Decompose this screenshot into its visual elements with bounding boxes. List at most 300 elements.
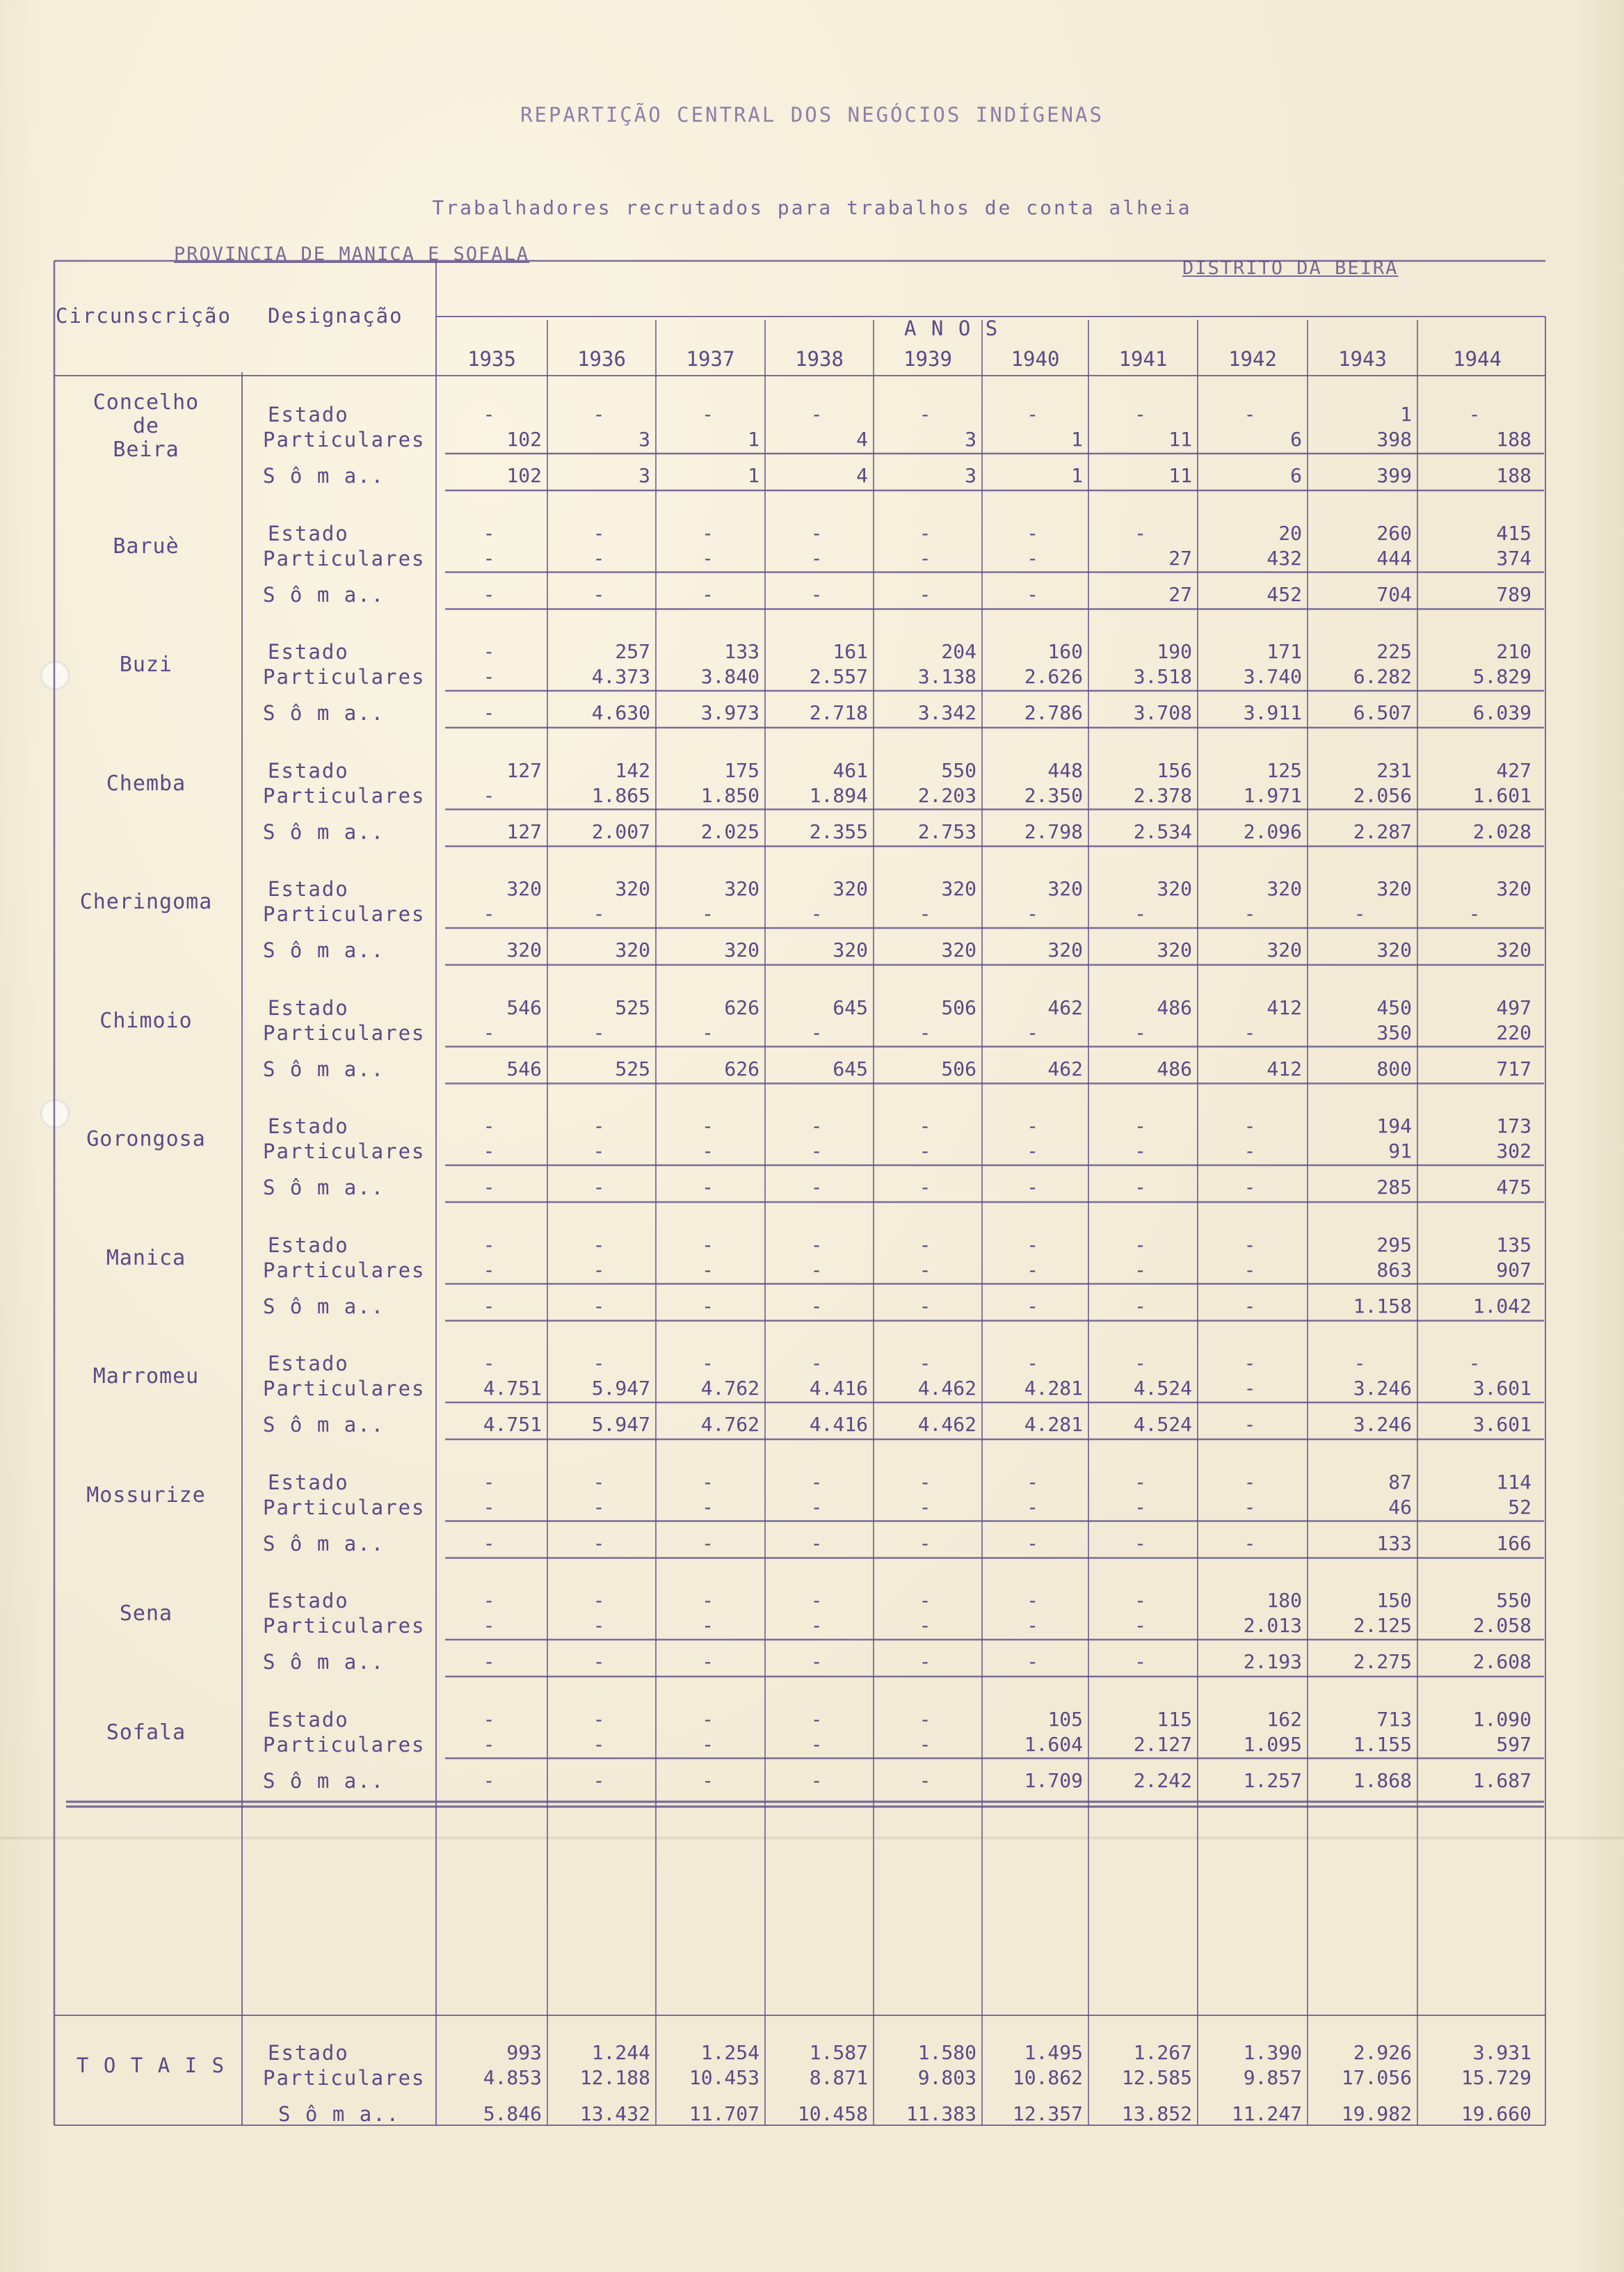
soma-value: - [1134,1176,1146,1199]
estado-value: - [702,403,714,426]
label-soma: S ô m a.. [263,1176,385,1199]
estado-value: - [1027,403,1038,426]
particulares-value: 3.518 [1133,665,1192,688]
estado-value: - [1027,1114,1038,1137]
estado-value: - [593,403,605,426]
estado-value: - [1353,1352,1366,1375]
year-header: 1935 [467,347,516,371]
particulares-value: - [1027,1258,1038,1281]
estado-value: 142 [615,758,650,782]
label-particulares: Particulares [263,1495,426,1519]
particulares-value: - [483,1495,495,1519]
particulares-value: 597 [1496,1732,1531,1756]
year-header: 1940 [1011,347,1060,371]
estado-value: - [702,1233,714,1256]
particulares-value: - [919,1021,931,1044]
total-soma-value: 12.357 [1012,2102,1083,2125]
soma-value: 6.039 [1472,701,1531,724]
estado-value: - [919,1470,931,1494]
year-header: 1938 [795,347,844,371]
particulares-value: 4.373 [591,665,650,688]
province-label: PROVINCIA DE MANICA E SOFALA [174,243,530,265]
particulares-value: 2.626 [1024,665,1083,688]
col-header-anos: A N O S [904,317,999,340]
circunscricao-name: Beira [113,438,179,462]
particulares-value: - [593,1732,605,1756]
estado-value: 204 [941,640,976,663]
soma-value: 320 [941,938,976,961]
particulares-value: - [702,1614,714,1637]
total-particulares-value: 17.056 [1341,2066,1412,2089]
label-particulares: Particulares [263,783,426,808]
particulares-value: - [1353,902,1366,925]
estado-value: - [1134,521,1146,545]
estado-value: 320 [1496,877,1531,900]
particulares-value: - [919,1614,931,1637]
year-header: 1944 [1453,347,1502,371]
particulares-value: 3 [965,428,976,451]
label-soma: S ô m a.. [263,938,385,962]
estado-value: 160 [1047,640,1083,663]
soma-value: 3.911 [1243,701,1302,724]
total-estado-value: 993 [506,2041,542,2064]
soma-value: - [810,1531,823,1555]
particulares-value: - [593,1258,605,1281]
circunscricao-name: Manica [106,1245,186,1270]
soma-value: 320 [1496,938,1531,961]
particulares-value: 1.095 [1243,1732,1302,1756]
estado-value: - [1134,1470,1146,1494]
label-particulares: Particulares [263,902,426,926]
estado-value: - [593,1114,605,1137]
year-header: 1941 [1118,347,1168,371]
soma-value: - [810,1768,823,1792]
soma-value: - [593,1531,605,1555]
estado-value: 115 [1157,1707,1192,1731]
label-estado: Estado [268,758,349,783]
particulares-value: 1 [748,428,759,451]
particulares-value: - [810,1139,823,1162]
particulares-value: - [810,1021,823,1044]
estado-value: - [1244,1470,1256,1494]
estado-value: 162 [1267,1707,1302,1731]
estado-value: - [1244,1114,1256,1137]
particulares-value: - [483,1614,495,1637]
estado-value: - [593,1707,605,1731]
soma-value: 3.973 [700,701,759,724]
estado-value: - [483,1707,495,1731]
soma-value: 2.275 [1353,1650,1412,1673]
particulares-value: - [1027,902,1038,925]
particulares-value: 4 [856,428,868,451]
estado-value: - [702,1352,714,1375]
soma-value: 3 [965,464,976,487]
soma-value: 2.287 [1353,819,1412,843]
estado-value: - [483,521,495,545]
particulares-value: 2.058 [1472,1614,1531,1637]
soma-value: 800 [1376,1057,1412,1080]
soma-value: - [810,1176,823,1199]
total-particulares-value: 9.857 [1243,2066,1302,2089]
particulares-value: 432 [1267,546,1302,570]
label-soma: S ô m a.. [263,1413,385,1437]
estado-value: 133 [724,640,759,663]
particulares-value: 1.850 [700,783,759,807]
particulares-value: - [483,1139,495,1162]
particulares-value: 2.125 [1353,1614,1412,1637]
estado-value: 461 [833,758,868,782]
estado-value: - [702,1114,714,1137]
soma-value: 1 [748,464,759,487]
estado-value: 20 [1278,521,1302,545]
particulares-value: - [702,1495,714,1519]
estado-value: 175 [724,758,759,782]
estado-value: - [810,1707,823,1731]
total-estado-value: 1.390 [1243,2041,1302,2064]
soma-value: 4.762 [700,1413,759,1436]
circunscricao-name: Chemba [106,771,186,796]
soma-value: 2.096 [1243,819,1302,843]
particulares-value: - [593,546,605,570]
particulares-value: - [1027,1139,1038,1162]
total-particulares-value: 8.871 [809,2066,868,2089]
estado-value: - [1468,403,1481,426]
estado-value: - [810,1589,823,1612]
particulares-value: - [593,1614,605,1637]
estado-value: 173 [1496,1114,1531,1137]
estado-value: 260 [1376,521,1412,545]
soma-value: 2.007 [591,819,650,843]
particulares-value: - [1244,1139,1256,1162]
label-soma: S ô m a.. [263,1650,385,1674]
soma-value: 6 [1290,464,1302,487]
soma-value: - [1244,1176,1256,1199]
estado-value: 1 [1400,403,1412,426]
year-header: 1937 [686,347,735,371]
estado-value: 546 [506,995,542,1019]
particulares-value: 3.601 [1472,1377,1531,1400]
particulares-value: - [919,1258,931,1281]
particulares-value: - [1134,1021,1146,1044]
particulares-value: 27 [1168,546,1192,570]
estado-value: 713 [1376,1707,1412,1731]
particulares-value: - [1244,1021,1256,1044]
circunscricao-name: Chimoio [99,1008,193,1033]
soma-value: - [483,1650,495,1673]
particulares-value: - [483,1732,495,1756]
estado-value: - [1468,1352,1481,1375]
soma-value: 4.462 [917,1413,976,1436]
soma-value: - [1244,1294,1256,1318]
estado-value: - [919,1707,931,1731]
estado-value: - [1027,1589,1038,1612]
circunscricao-name: Baruè [113,534,179,559]
label-soma-total: S ô m a.. [278,2102,401,2126]
total-estado-value: 1.254 [700,2041,759,2064]
particulares-value: - [1244,1377,1256,1400]
label-particulares: Particulares [263,665,426,689]
estado-value: 427 [1496,758,1531,782]
soma-value: - [810,582,823,606]
soma-value: - [1027,1176,1038,1199]
estado-value: - [919,1233,931,1256]
particulares-value: 2.013 [1243,1614,1302,1637]
estado-value: 320 [941,877,976,900]
label-particulares: Particulares [263,1021,426,1045]
estado-value: - [919,403,931,426]
total-estado-value: 1.580 [917,2041,976,2064]
estado-value: 525 [615,995,650,1019]
estado-value: 550 [941,758,976,782]
soma-value: - [702,1650,714,1673]
particulares-value: 1.604 [1024,1732,1083,1756]
soma-value: - [1244,1413,1256,1436]
circunscricao-name: Mossurize [86,1482,206,1507]
soma-value: - [593,1294,605,1318]
estado-value: - [1244,1352,1256,1375]
particulares-value: - [702,1258,714,1281]
particulares-value: 91 [1388,1139,1412,1162]
total-soma-value: 19.982 [1341,2102,1412,2125]
particulares-value: 4.462 [917,1377,976,1400]
soma-value: 320 [833,938,868,961]
label-estado: Estado [268,1114,349,1138]
particulares-value: 1.155 [1353,1732,1412,1756]
estado-value: - [1134,1589,1146,1612]
particulares-value: - [1027,1614,1038,1637]
particulares-value: 3.246 [1353,1377,1412,1400]
particulares-value: 2.378 [1133,783,1192,807]
estado-value: 486 [1157,995,1192,1019]
soma-value: 320 [506,938,542,961]
soma-value: 127 [506,819,542,843]
estado-value: 1.090 [1472,1707,1531,1731]
particulares-value: 350 [1376,1021,1412,1044]
soma-value: 2.242 [1133,1768,1192,1792]
estado-value: - [1027,1470,1038,1494]
particulares-value: - [810,546,823,570]
label-particulares: Particulares [263,1139,426,1163]
estado-value: 320 [1047,877,1083,900]
particulares-value: - [483,1021,495,1044]
label-estado: Estado [268,995,349,1020]
particulares-value: 398 [1376,428,1412,451]
soma-value: 3.342 [917,701,976,724]
soma-value: 2.534 [1133,819,1192,843]
year-header: 1942 [1228,347,1277,371]
soma-value: 2.608 [1472,1650,1531,1673]
total-estado-value: 1.244 [591,2041,650,2064]
particulares-value: 863 [1376,1258,1412,1281]
estado-value: 225 [1376,640,1412,663]
soma-value: 486 [1157,1057,1192,1080]
soma-value: 626 [724,1057,759,1080]
soma-value: 27 [1168,582,1192,606]
soma-value: 789 [1496,582,1531,606]
label-estado: Estado [268,1589,349,1613]
particulares-value: - [483,546,495,570]
soma-value: 320 [615,938,650,961]
particulares-value: - [810,1495,823,1519]
estado-value: - [919,521,931,545]
soma-value: 452 [1267,582,1302,606]
soma-value: - [483,1768,495,1792]
estado-value: 190 [1157,640,1192,663]
soma-value: 133 [1376,1531,1412,1555]
circunscricao-name: Concelho [93,390,200,415]
soma-value: 412 [1267,1057,1302,1080]
estado-value: - [919,1114,931,1137]
particulares-value: 3.138 [917,665,976,688]
particulares-value: 188 [1496,428,1531,451]
estado-value: 320 [833,877,868,900]
estado-value: 645 [833,995,868,1019]
estado-value: - [1027,521,1038,545]
particulares-value: 6.282 [1353,665,1412,688]
soma-value: 546 [506,1057,542,1080]
estado-value: - [593,521,605,545]
soma-value: 166 [1496,1531,1531,1555]
estado-value: - [810,1470,823,1494]
soma-value: 462 [1047,1057,1083,1080]
soma-value: 4.524 [1133,1413,1192,1436]
soma-value: 3 [638,464,650,487]
particulares-value: - [1244,1495,1256,1519]
estado-value: - [483,1470,495,1494]
office-title: REPARTIÇÃO CENTRAL DOS NEGÓCIOS INDÍGENAS [520,103,1104,127]
soma-value: 2.193 [1243,1650,1302,1673]
total-estado-value: 1.267 [1133,2041,1192,2064]
particulares-value: 2.056 [1353,783,1412,807]
soma-value: 717 [1496,1057,1531,1080]
particulares-value: 2.203 [917,783,976,807]
particulares-value: - [919,1732,931,1756]
particulares-value: - [593,1021,605,1044]
soma-value: 3.601 [1472,1413,1531,1436]
soma-value: 2.355 [809,819,868,843]
soma-value: - [1027,582,1038,606]
particulares-value: - [919,1139,931,1162]
estado-value: - [702,521,714,545]
particulares-value: 4.762 [700,1377,759,1400]
estado-value: - [593,1589,605,1612]
particulares-value: 6 [1290,428,1302,451]
particulares-value: 4.416 [809,1377,868,1400]
label-estado: Estado [268,640,349,664]
soma-value: - [702,1176,714,1199]
particulares-value: 220 [1496,1021,1531,1044]
estado-value: - [810,403,823,426]
soma-value: - [483,582,495,606]
label-estado: Estado [268,1352,349,1375]
estado-value: 161 [833,640,868,663]
soma-value: 1.257 [1243,1768,1302,1792]
particulares-value: 11 [1168,428,1192,451]
total-estado-value: 1.495 [1024,2041,1083,2064]
estado-value: 320 [1157,877,1192,900]
estado-value: - [810,1352,823,1375]
soma-value: 2.028 [1472,819,1531,843]
soma-value: - [919,1768,931,1792]
particulares-value: - [483,665,495,688]
estado-value: - [483,1352,495,1375]
label-particulares: Particulares [263,1258,426,1282]
district-label: DISTRITO DA BEIRA [1182,257,1399,279]
particulares-value: 5.947 [591,1377,650,1400]
particulares-value: - [919,1495,931,1519]
soma-value: - [1027,1294,1038,1318]
particulares-value: 907 [1496,1258,1531,1281]
particulares-value: - [1134,1495,1146,1519]
col-header-designacao: Designação [268,304,403,328]
estado-value: - [810,521,823,545]
soma-value: - [1134,1294,1146,1318]
estado-value: 125 [1267,758,1302,782]
particulares-value: - [702,1732,714,1756]
soma-value: 4.630 [591,701,650,724]
estado-value: - [483,1233,495,1256]
soma-value: 2.753 [917,819,976,843]
label-estado: Estado [268,877,349,901]
particulares-value: - [1134,902,1146,925]
particulares-value: 302 [1496,1139,1531,1162]
total-estado-value: 2.926 [1353,2041,1412,2064]
soma-value: 320 [1267,938,1302,961]
soma-value: 320 [1376,938,1412,961]
total-particulares-value: 12.585 [1121,2066,1192,2089]
soma-value: 1.709 [1024,1768,1083,1792]
soma-value: 2.798 [1024,819,1083,843]
soma-value: - [593,1768,605,1792]
soma-value: - [919,1650,931,1673]
particulares-value: - [810,1258,823,1281]
particulares-value: 1 [1071,428,1083,451]
soma-value: - [1027,1650,1038,1673]
soma-value: 188 [1496,464,1531,487]
total-soma-value: 11.383 [906,2102,976,2125]
particulares-value: - [1468,902,1481,925]
particulares-value: 3.740 [1243,665,1302,688]
estado-value: 257 [615,640,650,663]
soma-value: 102 [506,464,542,487]
particulares-value: 1.601 [1472,783,1531,807]
estado-value: 626 [724,995,759,1019]
particulares-value: 4.751 [483,1377,542,1400]
soma-value: 4.281 [1024,1413,1083,1436]
soma-value: 1.687 [1472,1768,1531,1792]
particulares-value: - [1134,1139,1146,1162]
soma-value: 4.751 [483,1413,542,1436]
label-soma: S ô m a.. [263,464,385,488]
estado-value: - [1027,1233,1038,1256]
total-particulares-value: 9.803 [917,2066,976,2089]
soma-value: 1.158 [1353,1294,1412,1318]
estado-value: 550 [1496,1589,1531,1612]
particulares-value: - [702,902,714,925]
soma-value: - [593,582,605,606]
particulares-value: - [702,1021,714,1044]
total-soma-value: 11.247 [1231,2102,1302,2125]
estado-value: 412 [1267,995,1302,1019]
particulares-value: 444 [1376,546,1412,570]
soma-value: 475 [1496,1176,1531,1199]
soma-value: - [1027,1531,1038,1555]
particulares-value: - [919,546,931,570]
particulares-value: - [810,1732,823,1756]
estado-value: 462 [1047,995,1083,1019]
estado-value: 497 [1496,995,1531,1019]
soma-value: 320 [1157,938,1192,961]
